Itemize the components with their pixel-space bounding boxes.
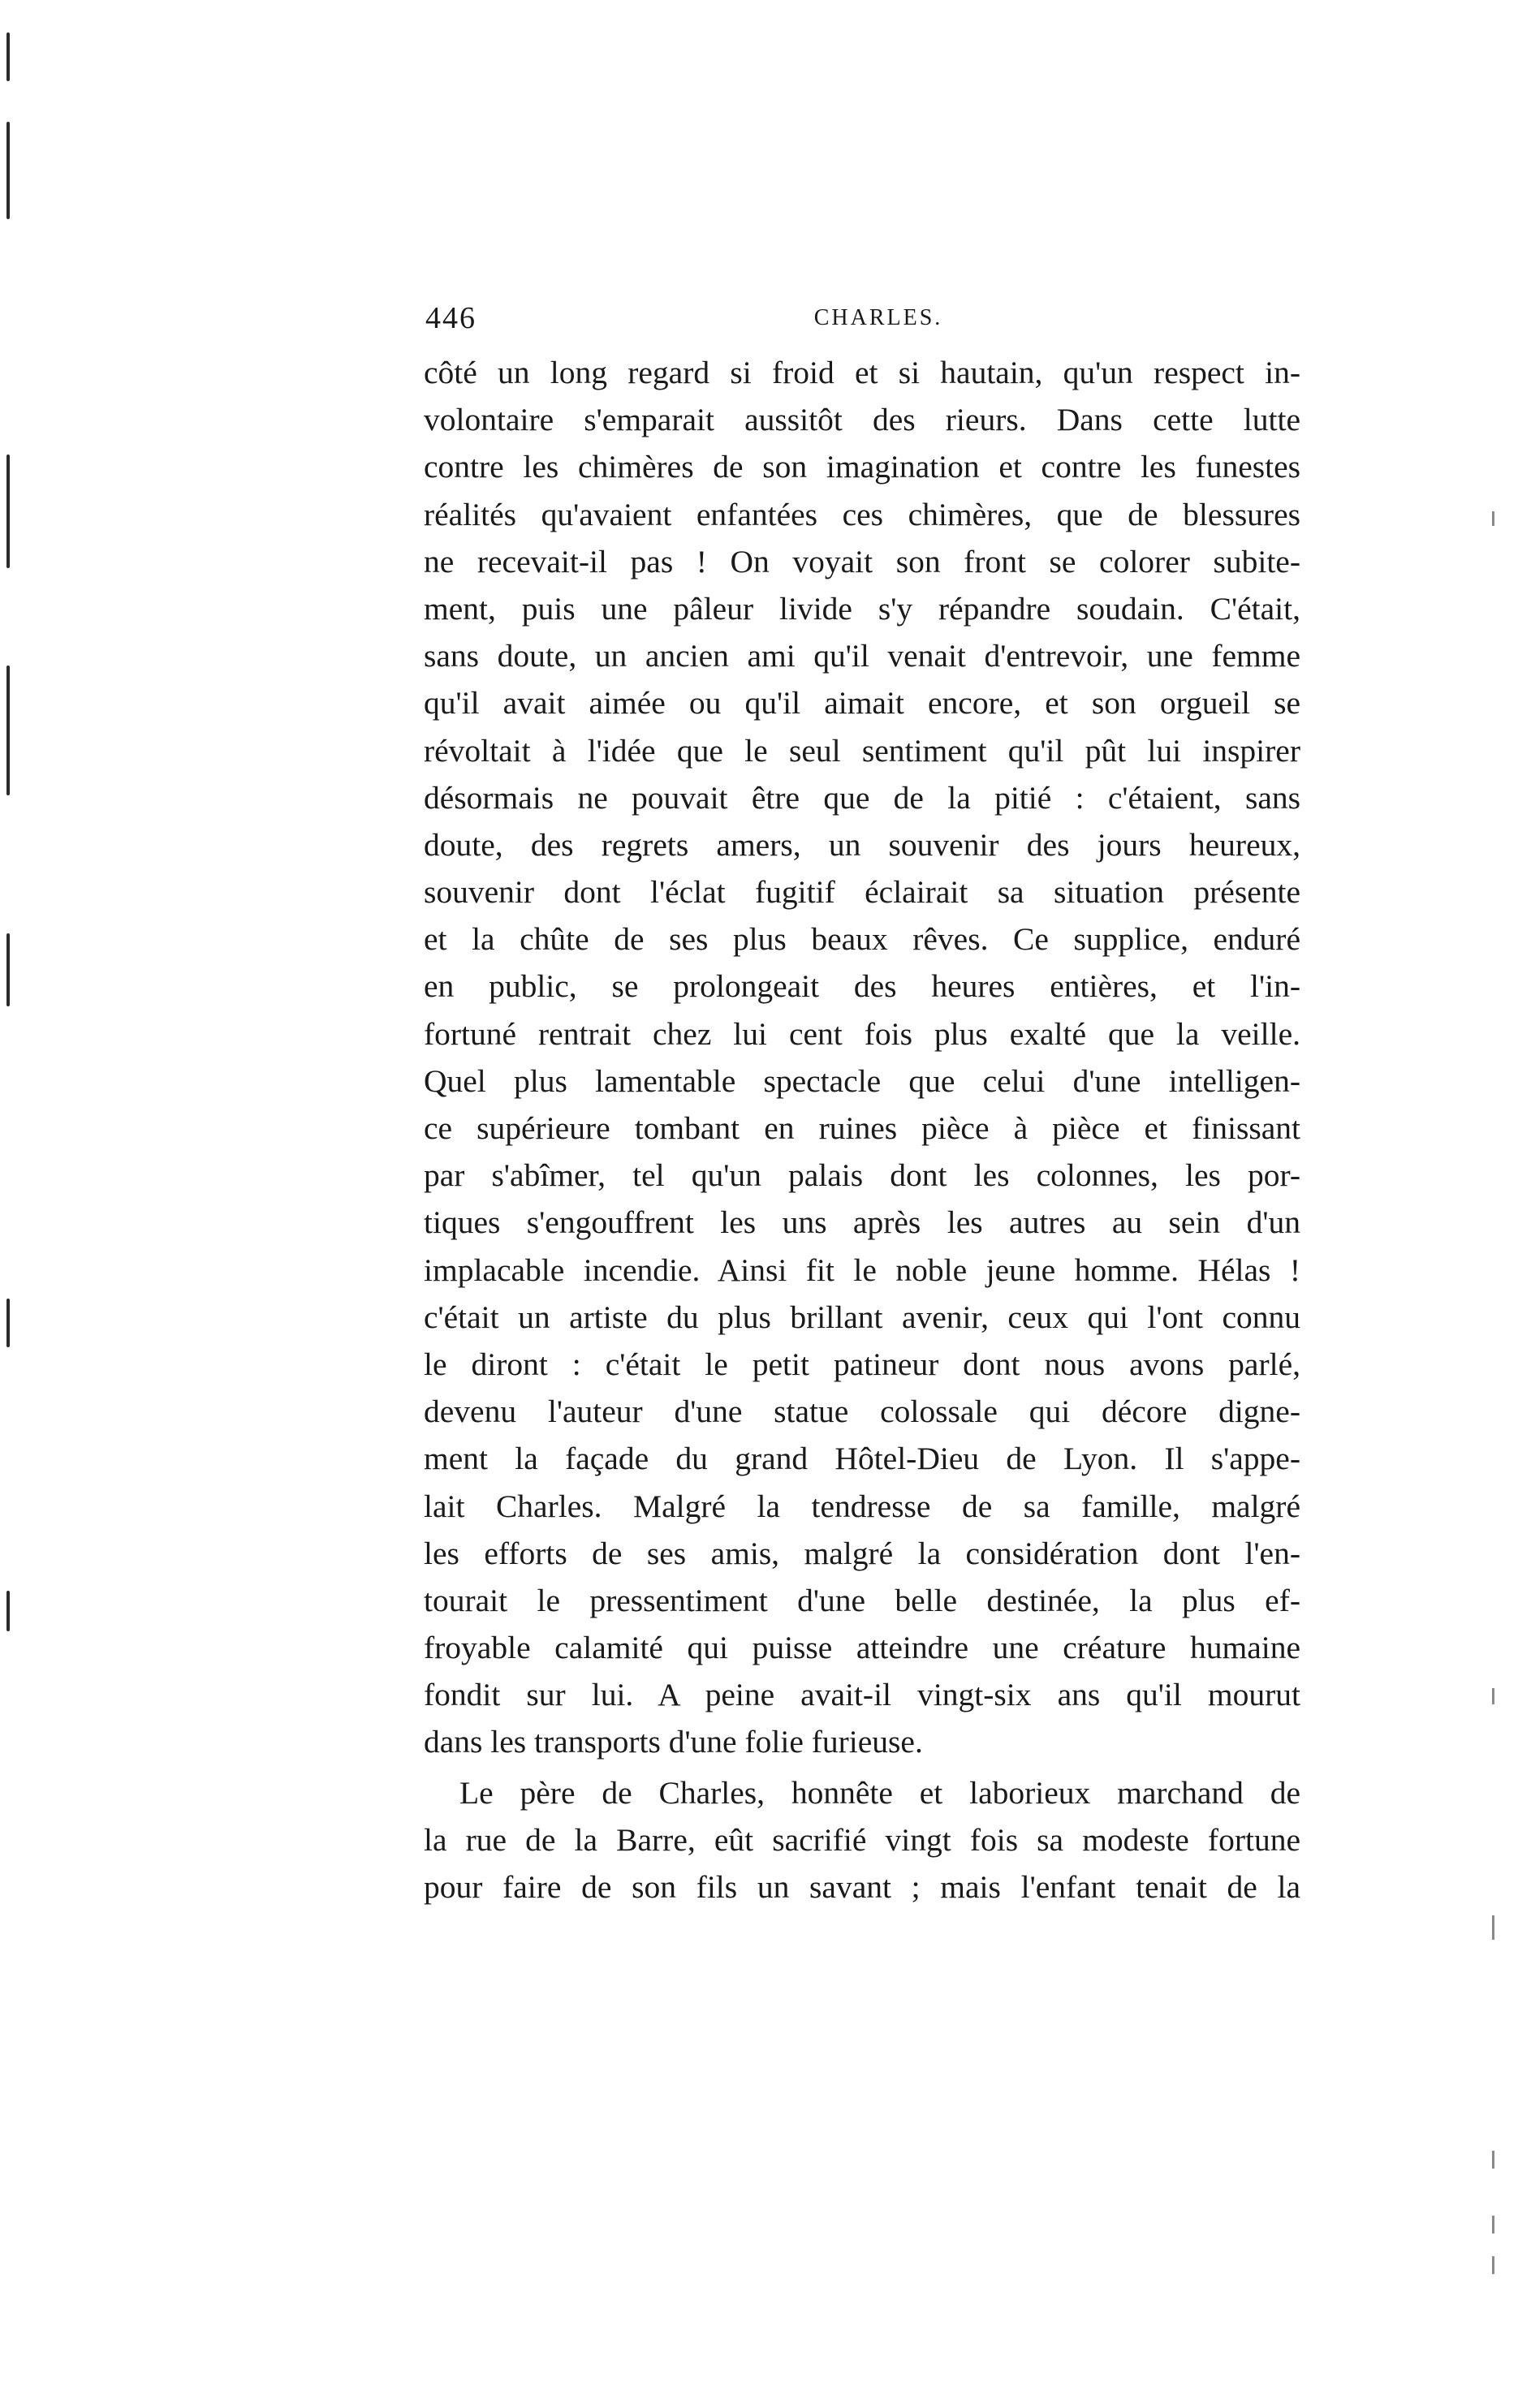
- edge-mark: [6, 122, 10, 219]
- text-line: révoltait à l'idée que le seul sentiment qu'il pût lui inspirer: [424, 732, 1300, 769]
- scan-speck: [1492, 1915, 1494, 1940]
- text-line: fortuné rentrait chez lui cent fois plus exalté que la veille.: [424, 1015, 1300, 1052]
- text-line: sans doute, un ancien ami qu'il venait d'entrevoir, une femme: [424, 638, 1300, 674]
- text-line: réalités qu'avaient enfantées ces chimères, que de blessures: [424, 496, 1300, 532]
- running-title: CHARLES.: [813, 305, 943, 330]
- text-line: souvenir dont l'éclat fugitif éclairait sa situation présente: [424, 874, 1300, 911]
- text-line: ment, puis une pâleur livide s'y répandre soudain. C'était,: [424, 590, 1300, 627]
- edge-mark: [6, 1299, 10, 1347]
- edge-mark: [6, 454, 10, 568]
- text-line: la rue de la Barre, eût sacrifié vingt fois sa modeste fortune: [424, 1821, 1300, 1858]
- scan-speck: [1492, 1688, 1494, 1704]
- text-line: en public, se prolongeait des heures entières, et l'in-: [424, 968, 1300, 1005]
- text-line: les efforts de ses amis, malgré la considération dont l'en-: [424, 1535, 1300, 1571]
- scan-speck: [1492, 2216, 1494, 2234]
- text-line: le diront : c'était le petit patineur dont nous avons parlé,: [424, 1346, 1300, 1382]
- text-line: désormais ne pouvait être que de la pitié : c'étaient, sans: [424, 779, 1300, 816]
- text-line: ce supérieure tombant en ruines pièce à pièce et finissant: [424, 1110, 1300, 1146]
- text-line: dans les transports d'une folie furieuse.: [424, 1724, 923, 1760]
- text-line: tourait le pressentiment d'une belle destinée, la plus ef-: [424, 1582, 1300, 1618]
- edge-mark: [6, 32, 10, 81]
- paragraph: [424, 1769, 1300, 1911]
- text-line: lait Charles. Malgré la tendresse de sa famille, malgré: [424, 1488, 1300, 1524]
- text-line: par s'abîmer, tel qu'un palais dont les colonnes, les por-: [424, 1157, 1300, 1194]
- text-line: froyable calamité qui puisse atteindre une créature humaine: [424, 1630, 1300, 1666]
- book-page: [424, 300, 1300, 1910]
- scan-speck: [1492, 511, 1494, 526]
- text-line: Quel plus lamentable spectacle que celui d'une intelligen-: [424, 1062, 1300, 1099]
- scan-speck: [1492, 2151, 1494, 2169]
- text-line: implacable incendie. Ainsi fit le noble jeune homme. Hélas !: [424, 1251, 1300, 1288]
- text-line: Le père de Charles, honnête et laborieux marchand de: [459, 1774, 1300, 1811]
- edge-mark: [6, 1591, 10, 1631]
- text-line: ne recevait-il pas ! On voyait son front se colorer subite-: [424, 543, 1300, 579]
- text-line: qu'il avait aimée ou qu'il aimait encore, et son orgueil se: [424, 685, 1300, 722]
- text-line: côté un long regard si froid et si hautain, qu'un respect in-: [424, 355, 1300, 390]
- text-line: devenu l'auteur d'une statue colossale qui décore digne-: [424, 1394, 1300, 1430]
- page-number: 446: [425, 301, 477, 335]
- text-line: tiques s'engouffrent les uns après les autres au sein d'un: [424, 1204, 1300, 1241]
- text-line: contre les chimères de son imagination et contre les funestes: [424, 449, 1300, 485]
- text-line: et la chûte de ses plus beaux rêves. Ce supplice, enduré: [424, 921, 1300, 958]
- text-line: volontaire s'emparait aussitôt des rieurs. Dans cette lutte: [424, 402, 1300, 438]
- scan-speck: [1492, 2256, 1494, 2274]
- text-line: ment la façade du grand Hôtel-Dieu de Lyon. Il s'appe-: [424, 1441, 1300, 1477]
- edge-mark: [6, 933, 10, 1006]
- edge-mark: [6, 666, 10, 795]
- text-line: doute, des regrets amers, un souvenir des jours heureux,: [424, 826, 1300, 863]
- scan-edge-marks: [0, 0, 19, 2408]
- text-line: fondit sur lui. A peine avait-il vingt-six ans qu'il mourut: [424, 1677, 1300, 1713]
- text-line: pour faire de son fils un savant ; mais l'enfant tenait de la: [424, 1869, 1300, 1905]
- text-line: c'était un artiste du plus brillant avenir, ceux qui l'ont connu: [424, 1299, 1300, 1335]
- running-head: [424, 300, 1300, 349]
- paragraph: [424, 349, 1300, 1766]
